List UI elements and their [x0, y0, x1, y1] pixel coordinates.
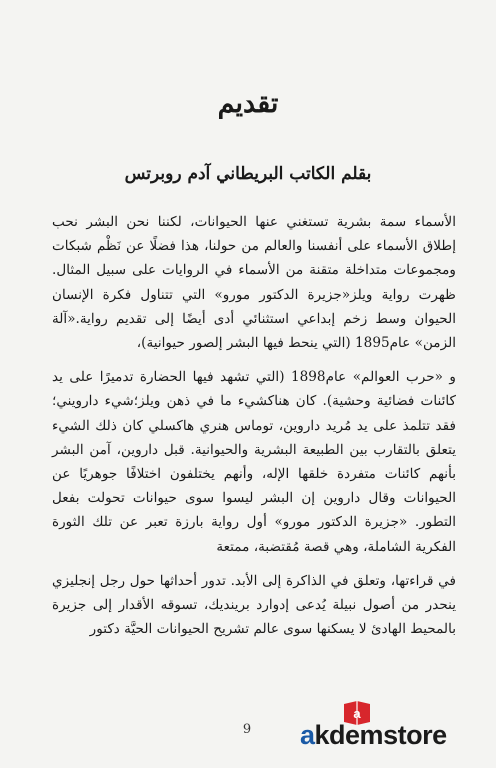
page-number: 9 [242, 722, 252, 737]
paragraph-2: و «حرب العوالم» عام1898 (التي تشهد فيها الحضارة تدميرًا على يد كائنات فضائية وحشية). كان هناكشيء ما في ذهن ويلز؛شيء دارويني؛ فقد تتلمذ على يد مُريد داروين، توماس هنري هاكسلي كان ذلك الشيء يتعلق بالتقارب بين الطبيعة البشرية والحيوانية. قبل داروين، آمن البشر بأنهم كائنات متفردة خلقها الإله، وأنهم يختلفون اختلافًا جوهريًا عن الحيوانات وقال داروين إن البشر ليسوا سوى حيوانات تحولت بفعل التطور. «جزيرة الدكتور مورو» أول رواية بارزة تعبر عن تلك الثورة الفكرية الشاملة، وهي قصة مُقتضبة، ممتعة [52, 369, 456, 555]
paragraph-3: في قراءتها، وتعلق في الذاكرة إلى الأبد. تدور أحداثها حول رجل إنجليزي ينحدر من أصول نبيلة يُدعى إدوارد برينديك، تسوقه الأقدار إلى جزيرة بالمحيط الهادئ لا يسكنها سوى عالم تشريح الحيوانات الحيَّة دكتور [52, 572, 456, 638]
page-title: تقديم [217, 88, 279, 119]
akdemstore-logo [300, 700, 478, 752]
author-byline: بقلم الكاتب البريطاني آدم روبرتس [124, 164, 372, 184]
badge-letter: a [353, 706, 361, 721]
logo-accent-letter: a [300, 720, 315, 750]
logo-wordmark [300, 720, 447, 751]
logo-rest-text: kdemstore [314, 720, 447, 750]
body-text [52, 210, 456, 651]
paragraph-1: الأسماء سمة بشرية تستغني عنها الحيوانات، لكننا نحن البشر نحب إطلاق الأسماء على أنفسنا والعالم من حولنا، هذا فضلًا عن نَظْم شبكات ومجموعات متداخلة متقنة من الأسماء في الروايات على سبيل المثال. ظهرت رواية ويلز«جزيرة الدكتور مورو» التي تتناول فكرة الإنسان الحيوان وسط زخم إبداعي استثنائي أدى أيضًا إلى تقديم رواية.«آلة الزمن» عام1895 (التي ينحط فيها البشر إلصور حيوانية)، [52, 214, 456, 352]
